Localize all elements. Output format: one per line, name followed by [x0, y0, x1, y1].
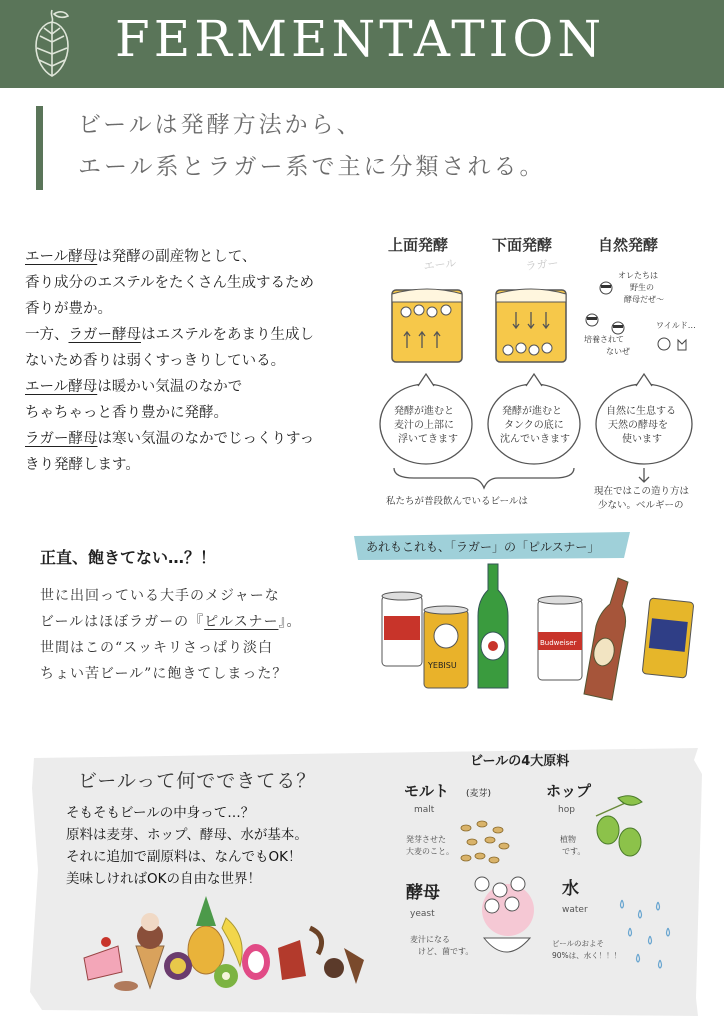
speech-bubble-lager — [488, 374, 580, 464]
svg-text:malt: malt — [414, 805, 435, 815]
svg-text:オレたちは: オレたちは — [618, 271, 658, 280]
lager-yeast-term: ラガー酵母 — [68, 327, 141, 343]
bottom-fermentation-title: 下面発酵 — [492, 236, 553, 254]
svg-text:ないぜ: ないぜ — [606, 347, 630, 356]
pineapple-icon — [188, 896, 224, 974]
intro-line: 一方、ラガー酵母はエステルをあまり生成し — [25, 327, 314, 343]
svg-text:です。: です。 — [562, 847, 586, 856]
lager-yeast-term: ラガー酵母 — [25, 431, 98, 447]
subtitle-accent-bar — [36, 106, 43, 190]
svg-text:発芽させた: 発芽させた — [406, 835, 446, 844]
svg-text:(麦芽): (麦芽) — [466, 789, 492, 799]
gold-can-icon — [642, 598, 694, 678]
brown-bottle-icon — [584, 578, 628, 700]
svg-text:モルト: モルト — [404, 782, 450, 800]
svg-text:酵母: 酵母 — [406, 883, 440, 903]
svg-text:麦汁の上部に: 麦汁の上部に — [394, 420, 454, 431]
macaron-icon — [114, 981, 138, 991]
svg-text:ビールのおよそ: ビールのおよそ — [552, 939, 605, 948]
svg-text:天然の酵母を: 天然の酵母を — [608, 420, 668, 431]
water-ingredient — [552, 878, 670, 968]
wild-yeast-characters — [584, 271, 696, 356]
svg-text:けど、菌です。: けど、菌です。 — [418, 947, 474, 956]
natural-fermentation-title: 自然発酵 — [598, 236, 659, 254]
section-body-ingredients: そもそもビールの中身って…？ 原料は麦芽、ホップ、酵母、水が基本。 それに追加で副原料は、なんでもOK！ 美味しければOKの自由な世界！ — [66, 805, 308, 887]
intro-paragraph — [25, 244, 387, 478]
malt-grains-icon — [461, 821, 509, 863]
svg-text:植物: 植物 — [560, 835, 576, 844]
svg-text:浮いてきます: 浮いてきます — [398, 434, 458, 445]
ice-cream-icon — [136, 913, 164, 988]
svg-text:使います: 使います — [622, 434, 662, 445]
lager-glass-icon — [496, 289, 566, 362]
speech-bubble-natural — [596, 374, 692, 464]
svg-text:ワイルド…: ワイルド… — [656, 321, 696, 330]
adjunct-foods-illustration — [78, 888, 368, 996]
intro-line: ラガー酵母は寒い気温のなかでじっくりすっ — [25, 431, 315, 447]
hop-logo-icon — [24, 6, 80, 80]
dragon-fruit-icon — [242, 944, 270, 980]
banana-icon — [222, 918, 242, 966]
svg-text:あれもこれも、「ラガー」の「ピルスナー」: あれもこれも、「ラガー」の「ピルスナー」 — [366, 540, 600, 554]
fermentation-types-illustration — [374, 228, 714, 518]
header-bar — [0, 0, 724, 88]
svg-text:培養されて: 培養されて — [584, 335, 624, 344]
svg-text:ホップ: ホップ — [546, 782, 592, 800]
pilsner-term: ピルスナー — [204, 614, 279, 630]
svg-text:麦汁になる: 麦汁になる — [410, 935, 450, 944]
svg-text:発酵が進むと: 発酵が進むと — [394, 406, 454, 417]
section-title-ingredients: ビールって何でできてる？ — [78, 770, 317, 792]
hop-cone-icon — [596, 796, 642, 856]
yebisu-can-icon — [424, 606, 468, 688]
svg-text:発酵が進むと: 発酵が進むと — [502, 406, 562, 417]
svg-text:少ない。ベルギーの: 少ない。ベルギーの — [598, 500, 684, 511]
svg-text:自然に生息する: 自然に生息する — [606, 406, 676, 417]
svg-text:酵母だぜ～: 酵母だぜ～ — [624, 295, 664, 304]
kiwi-icon — [214, 964, 238, 988]
intro-line: きり発酵します。 — [25, 457, 140, 473]
lager-pilsner-banner — [354, 532, 630, 560]
svg-text:大麦のこと。: 大麦のこと。 — [406, 847, 454, 856]
ale-label: エール — [422, 256, 457, 273]
intro-line: ちゃちゃっと香り豊かに発酵。 — [25, 405, 228, 421]
hop-ingredient — [546, 782, 642, 856]
top-fermentation-title: 上面発酵 — [388, 236, 449, 254]
ale-yeast-term: エール酵母 — [25, 379, 98, 395]
cake-icon — [84, 937, 122, 980]
speech-bubble-ale — [380, 374, 472, 464]
green-bottle-icon — [478, 564, 508, 688]
intro-line: ないため香りは弱くすっきりしている。 — [25, 353, 286, 369]
section-title-honest: 正直、飽きてない…？！ — [40, 548, 217, 567]
four-ingredients-illustration — [396, 770, 696, 1010]
svg-text:Budweiser: Budweiser — [540, 639, 577, 647]
svg-text:沈んでいきます: 沈んでいきます — [500, 434, 570, 445]
bracket-note: 私たちが普段飲んでいるビールは — [386, 496, 528, 507]
malt-ingredient — [404, 782, 509, 863]
svg-text:野生の: 野生の — [630, 283, 654, 292]
spices-icon — [278, 928, 364, 984]
budweiser-can-icon — [538, 596, 582, 680]
yeast-bowl-icon — [484, 938, 530, 952]
ale-glass-icon — [392, 289, 462, 362]
intro-line: 香り成分のエステルをたくさん生成するため — [25, 275, 314, 291]
beer-cans-illustration — [378, 560, 718, 710]
svg-text:hop: hop — [558, 805, 575, 815]
subtitle — [78, 104, 546, 188]
water-drops-icon — [621, 900, 670, 968]
yeast-ingredient — [406, 877, 534, 956]
subtitle-line-2: エール系とラガー系で主に分類される。 — [78, 154, 546, 180]
svg-text:タンクの底に: タンクの底に — [504, 420, 564, 431]
intro-line: エール酵母は発酵の副産物として、 — [25, 249, 257, 265]
svg-text:YEBISU: YEBISU — [428, 661, 457, 670]
svg-text:water: water — [562, 905, 588, 915]
bracket-line — [394, 468, 574, 488]
svg-text:yeast: yeast — [410, 909, 435, 919]
intro-line: エール酵母は暖かい気温のなかで — [25, 379, 243, 395]
intro-line: 香りが豊か。 — [25, 301, 112, 317]
can-icon — [382, 592, 422, 666]
svg-text:水: 水 — [562, 879, 579, 899]
section-body-pilsner: 世に出回っている大手のメジャーな ビールはほぼラガーの『ピルスナー』。 世間はこの“スッキリさっぱり淡白 ちょい苦ビール”に飽きてしまった？ — [40, 588, 302, 682]
four-ingredients-title: ビールの4大原料 — [470, 754, 570, 769]
svg-text:現在ではこの造り方は: 現在ではこの造り方は — [594, 486, 690, 497]
subtitle-line-1: ビールは発酵方法から、 — [78, 112, 363, 138]
page-title: FERMENTATION — [115, 10, 606, 68]
passion-fruit-icon — [164, 952, 192, 980]
svg-text:90%は、水く！！！: 90%は、水く！！！ — [552, 951, 622, 960]
lager-label: ラガー — [524, 256, 560, 273]
arrow-down-icon — [639, 468, 649, 482]
ale-yeast-term: エール酵母 — [25, 249, 98, 265]
